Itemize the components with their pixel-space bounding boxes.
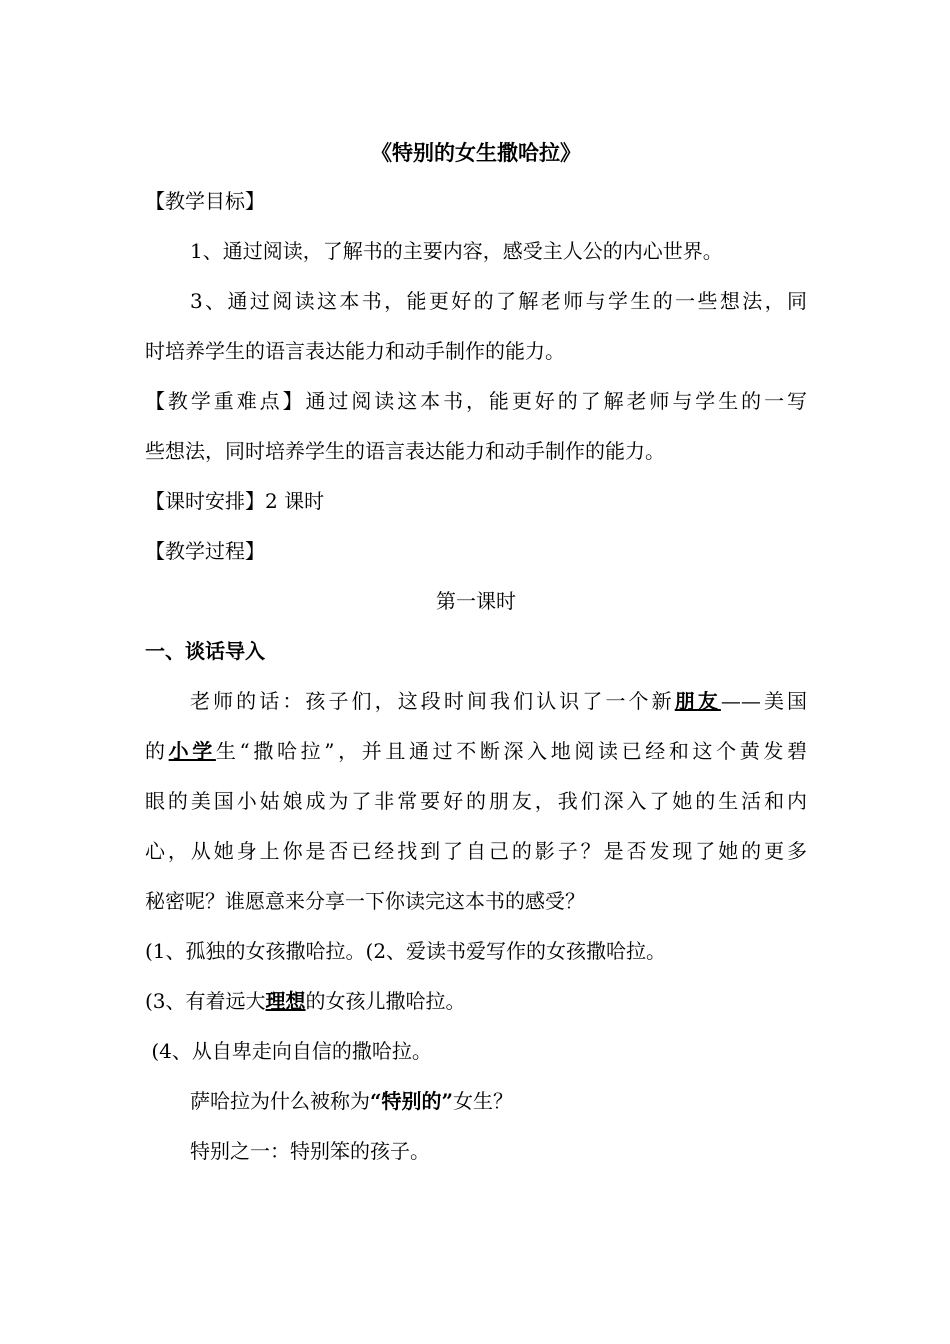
para1-line-5: 秘密呢？谁愿意来分享一下你读完这本书的感受？: [145, 889, 585, 913]
answer-1-2: (1、孤独的女孩撒哈拉。(2、爱读书爱写作的女孩撒哈拉。: [145, 939, 667, 963]
para1-text: 生“撒哈拉”，并且通过不断深入地阅读已经和这个黄发碧: [215, 739, 808, 763]
question-text: 女生？: [453, 1089, 514, 1113]
difficulty-text: 通过阅读这本书，能更好的了解老师与学生的一写: [305, 389, 807, 413]
para1-text: ——美国: [720, 689, 808, 713]
document-title: 《特别的女生撒哈拉》: [371, 140, 581, 165]
answer-3-text: 的女孩儿撒哈拉。: [305, 989, 466, 1013]
goals-heading: 【教学目标】: [145, 189, 265, 213]
goal-1: 1、通过阅读，了解书的主要内容，感受主人公的内心世界。: [190, 239, 723, 263]
answer-4: (4、从自卑走向自信的撒哈拉。: [145, 1039, 432, 1063]
difficulty-line-2: 些想法，同时培养学生的语言表达能力和动手制作的能力。: [145, 439, 665, 463]
para1-line-4: 心，从她身上你是否已经找到了自己的影子？是否发现了她的更多: [145, 839, 807, 863]
para1-line-3: 眼的美国小姑娘成为了非常要好的朋友，我们深入了她的生活和内: [145, 789, 807, 813]
answer-3-text: (3、有着远大: [145, 989, 266, 1013]
schedule-line: [145, 486, 807, 516]
section-1-heading: 一、谈话导入: [145, 639, 265, 663]
para1-line-2: [145, 736, 807, 766]
schedule-value: 2 课时: [265, 489, 325, 513]
para1-text: 老师的话：孩子们，这段时间我们认识了一个新: [190, 689, 675, 713]
link-primary-school[interactable]: 小学: [168, 739, 216, 763]
answer-3: [145, 986, 807, 1016]
link-friend[interactable]: 朋友: [674, 689, 721, 713]
goal-3-line-1: 3、通过阅读这本书，能更好的了解老师与学生的一些想法，同: [190, 289, 807, 313]
lesson-title: 第一课时: [436, 589, 516, 613]
question-line: [190, 1086, 807, 1116]
schedule-heading: 【课时安排】: [145, 489, 265, 513]
difficulty-heading: 【教学重难点】: [145, 389, 306, 413]
link-ideal[interactable]: 理想: [265, 989, 306, 1013]
special-1: 特别之一：特别笨的孩子。: [190, 1139, 430, 1163]
question-text: 萨哈拉为什么被称为: [190, 1089, 370, 1113]
question-emphasis: “特别的”: [370, 1089, 454, 1113]
para1-text: 的: [145, 739, 169, 763]
goal-3-line-2: 时培养学生的语言表达能力和动手制作的能力。: [145, 339, 565, 363]
difficulty-line-1: [145, 386, 807, 416]
process-heading: 【教学过程】: [145, 539, 265, 563]
para1-line-1: [190, 686, 807, 716]
